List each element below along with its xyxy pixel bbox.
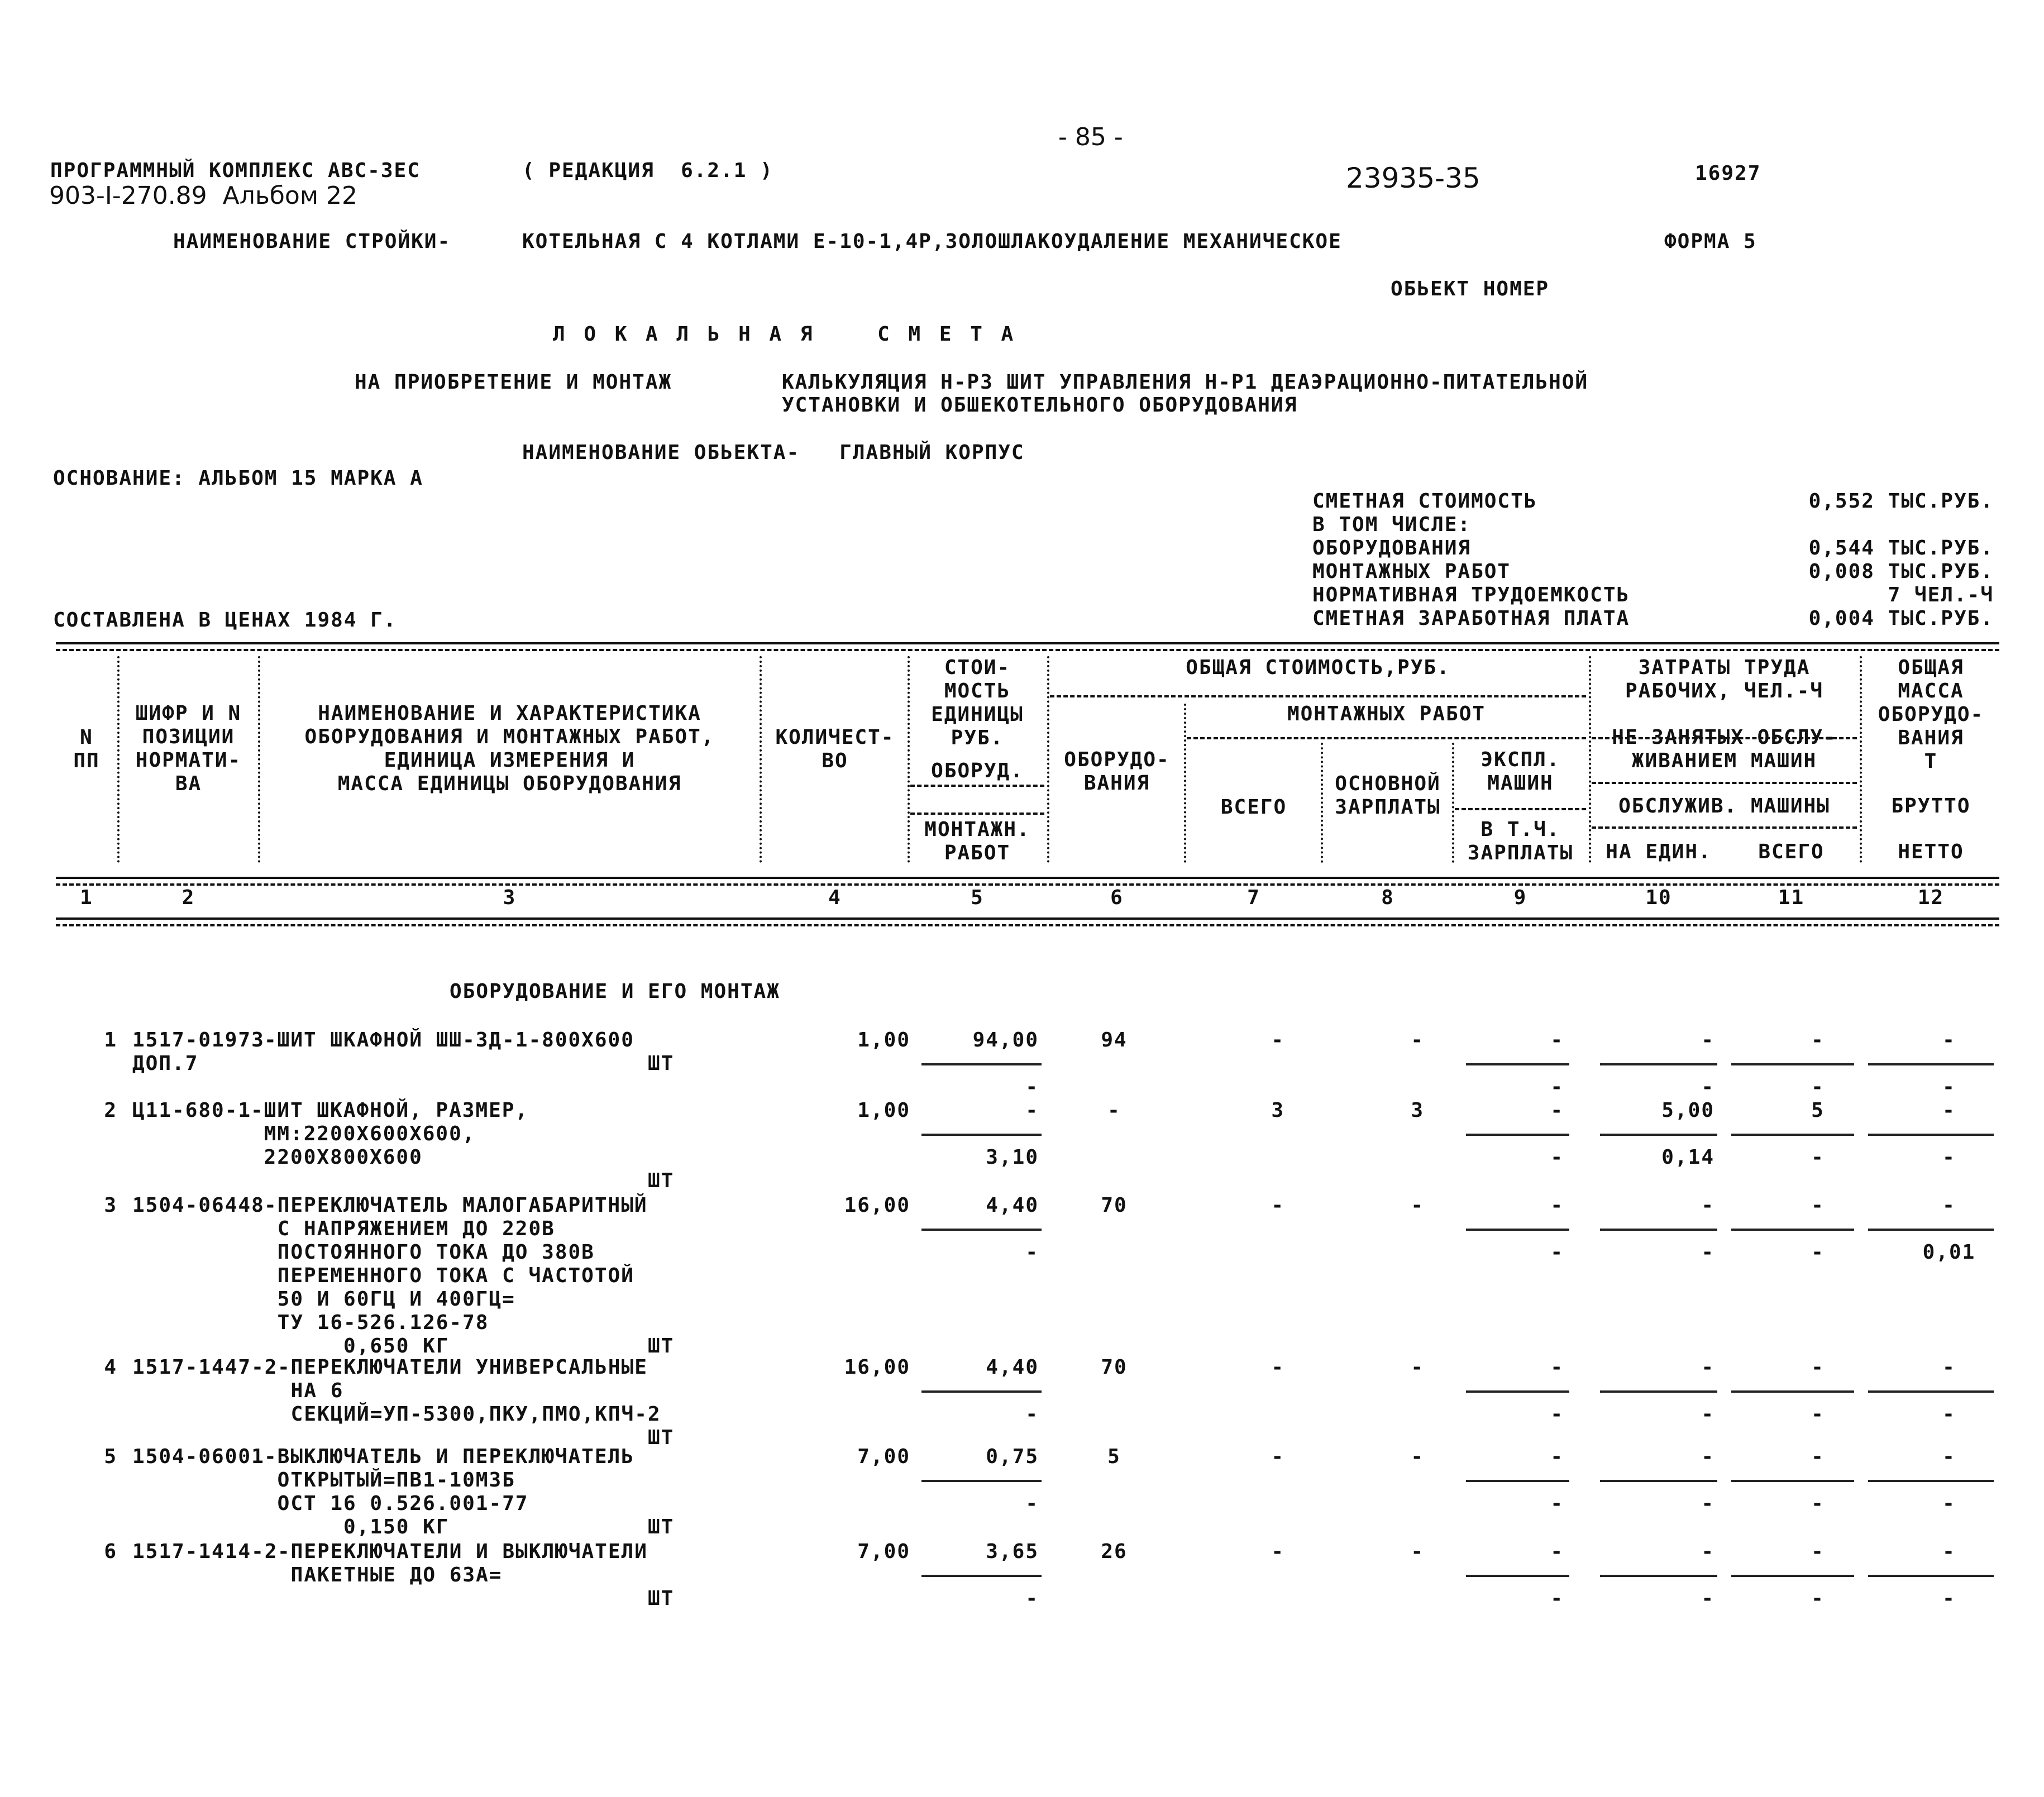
cell-u_equip: 4,40 <box>986 1356 1039 1379</box>
cell-mach_sal: - <box>1550 1587 1564 1610</box>
col-header-code: ШИФР И N ПОЗИЦИИ НОРМАТИ- ВА <box>135 702 242 795</box>
row-divider <box>1466 1229 1569 1231</box>
summary-label: НОРМАТИВНАЯ ТРУДОЕМКОСТЬ <box>1312 584 1630 606</box>
row-divider <box>1600 1063 1717 1065</box>
edition: ( РЕДАКЦИЯ 6.2.1 ) <box>522 159 773 182</box>
col-number: 5 <box>971 886 984 909</box>
row-divider <box>921 1134 1042 1136</box>
col-number: 11 <box>1778 886 1805 909</box>
purpose-line-2: УСТАНОВКИ И ОБШЕКОТЕЛЬНОГО ОБОРУДОВАНИЯ <box>782 394 1298 417</box>
row-divider <box>1466 1390 1569 1393</box>
summary-label: В ТОМ ЧИСЛЕ: <box>1312 513 1472 536</box>
col-number: 12 <box>1917 886 1945 909</box>
cell-lab_all: - <box>1811 1194 1825 1217</box>
col-header-base-salary: ОСНОВНОЙ ЗАРПЛАТЫ <box>1335 772 1441 819</box>
cell-qty: 7,00 <box>857 1540 910 1563</box>
cell-mach_sal: - <box>1550 1241 1564 1264</box>
cell-brutto: - <box>1942 1029 1956 1052</box>
object-number: ОБЬЕКТ НОМЕР <box>1391 278 1550 300</box>
object-name: НАИМЕНОВАНИЕ ОБЬЕКТА- ГЛАВНЫЙ КОРПУС <box>522 441 1025 464</box>
price-base: СОСТАВЛЕНА В ЦЕНАХ 1984 Г. <box>53 609 397 632</box>
row-number: 2 <box>104 1099 117 1122</box>
row-divider <box>1466 1575 1569 1577</box>
col-header-machine-salary: В Т.Ч. ЗАРПЛАТЫ <box>1467 818 1574 864</box>
cell-lab_all: - <box>1811 1445 1825 1468</box>
cell-u_equip: 94,00 <box>972 1029 1039 1052</box>
cell-total: 3 <box>1271 1099 1284 1122</box>
col-header-total-cost: ОБЩАЯ СТОИМОСТЬ,РУБ. <box>1186 656 1450 679</box>
cell-total: - <box>1271 1540 1284 1563</box>
row-unit: ШТ <box>648 1516 675 1538</box>
cell-lab_all2: - <box>1811 1146 1825 1169</box>
row-divider <box>1731 1229 1854 1231</box>
row-divider <box>921 1229 1042 1231</box>
row-number: 5 <box>104 1445 117 1468</box>
row-divider <box>1868 1480 1994 1482</box>
summary-label: СМЕТНАЯ СТОИМОСТЬ <box>1312 490 1537 513</box>
cell-lab_unit: 5,00 <box>1661 1099 1715 1122</box>
cell-equip: 70 <box>1101 1194 1128 1217</box>
row-code: 1517-1414-2 <box>132 1540 278 1563</box>
basis: ОСНОВАНИЕ: АЛЬБОМ 15 МАРКА А <box>53 467 423 490</box>
row-name: -ПЕРЕКЛЮЧАТЕЛЬ МАЛОГАБАРИТНЫЙ С НАПРЯЖЕНИЕМ ДО 220В ПОСТОЯННОГО ТОКА ДО 380В ПЕРЕМЕННОГО ТОКА С ЧАСТОТОЙ 50 И 60ГЦ И 400ГЦ= ТУ 16-526.126-78 0,650 КГ <box>264 1194 648 1358</box>
row-divider <box>1466 1480 1569 1482</box>
album-reference: 903-I-270.89 Альбом 22 <box>49 181 358 210</box>
row-divider <box>1868 1390 1994 1393</box>
row-divider <box>1600 1480 1717 1482</box>
col-header-qty: КОЛИЧЕСТ- ВО <box>775 726 895 772</box>
col-number: 2 <box>182 886 195 909</box>
row-code: 1504-06448 <box>132 1194 265 1217</box>
cell-u_mont: - <box>1025 1076 1039 1098</box>
col-header-labor-sub: НЕ ЗАНЯТЫХ ОБСЛУ- ЖИВАНИЕМ МАШИН <box>1612 726 1837 772</box>
cell-base: - <box>1411 1445 1424 1468</box>
cell-netto: - <box>1942 1146 1956 1169</box>
summary-value: 7 ЧЕЛ.-Ч <box>1888 584 1994 606</box>
row-number: 3 <box>104 1194 117 1217</box>
col-number: 3 <box>503 886 517 909</box>
cell-u_mont: 3,10 <box>986 1146 1039 1169</box>
cell-mach_sal: - <box>1550 1403 1564 1426</box>
cell-mach: - <box>1550 1194 1564 1217</box>
cell-lab_unit: - <box>1701 1540 1715 1563</box>
cell-total: - <box>1271 1445 1284 1468</box>
cell-lab_unit2: - <box>1701 1241 1715 1264</box>
row-divider <box>1868 1229 1994 1231</box>
col-header-per-unit: НА ЕДИН. <box>1606 840 1712 863</box>
cell-mach: - <box>1550 1356 1564 1379</box>
cell-lab_unit2: - <box>1701 1076 1715 1098</box>
cell-total: - <box>1271 1029 1284 1052</box>
row-unit: ШТ <box>648 1169 675 1192</box>
row-divider <box>1868 1063 1994 1065</box>
cell-lab_all2: - <box>1811 1241 1825 1264</box>
row-divider <box>1731 1480 1854 1482</box>
row-unit: ШТ <box>648 1335 675 1358</box>
cell-u_equip: 4,40 <box>986 1194 1039 1217</box>
cell-equip: 94 <box>1101 1029 1128 1052</box>
cell-lab_unit2: - <box>1701 1403 1715 1426</box>
cell-mach_sal: - <box>1550 1146 1564 1169</box>
col-header-total: ВСЕГО <box>1220 796 1287 819</box>
col-header-all: ВСЕГО <box>1758 840 1825 863</box>
row-code: 1517-1447-2 <box>132 1356 278 1379</box>
cell-brutto: - <box>1942 1194 1956 1217</box>
col-header-name: НАИМЕНОВАНИЕ И ХАРАКТЕРИСТИКА ОБОРУДОВАНИЯ И МОНТАЖНЫХ РАБОТ, ЕДИНИЦА ИЗМЕРЕНИЯ И МАССА ЕДИНИЦЫ ОБОРУДОВАНИЯ <box>304 702 715 795</box>
cell-u_mont: - <box>1025 1492 1039 1515</box>
row-name: -ПЕРЕКЛЮЧАТЕЛИ И ВЫКЛЮЧАТЕЛИ ПАКЕТНЫЕ ДО 63А= <box>278 1540 648 1586</box>
col-header-machines: ЭКСПЛ. МАШИН <box>1481 748 1560 795</box>
cell-equip: - <box>1107 1099 1121 1122</box>
cell-u_mont: - <box>1025 1403 1039 1426</box>
stamp-code: 23935-35 <box>1346 162 1481 194</box>
summary-label: СМЕТНАЯ ЗАРАБОТНАЯ ПЛАТА <box>1312 607 1630 630</box>
col-header-mass: ОБЩАЯ МАССА ОБОРУДО- ВАНИЯ Т <box>1878 656 1984 773</box>
col-number: 1 <box>80 886 93 909</box>
cell-lab_unit: - <box>1701 1194 1715 1217</box>
row-divider <box>1466 1063 1569 1065</box>
row-divider <box>1868 1575 1994 1577</box>
row-name: -ШИТ ШКАФНОЙ, РАЗМЕР, ММ:2200Х600Х600, 2200Х800Х600 <box>251 1099 529 1169</box>
cell-lab_unit2: - <box>1701 1587 1715 1610</box>
cell-brutto: - <box>1942 1099 1956 1122</box>
col-header-mounting: МОНТАЖНЫХ РАБОТ <box>1287 702 1486 725</box>
row-divider <box>1868 1134 1994 1136</box>
cell-netto: 0,01 <box>1922 1241 1976 1264</box>
col-number: 4 <box>828 886 842 909</box>
row-divider <box>1600 1229 1717 1231</box>
cell-qty: 16,00 <box>844 1194 910 1217</box>
row-code-suffix: ДОП.7 <box>132 1052 199 1075</box>
row-unit: ШТ <box>648 1426 675 1449</box>
row-divider <box>921 1063 1042 1065</box>
cell-u_equip: 3,65 <box>986 1540 1039 1563</box>
col-header-unit-mont: МОНТАЖН. РАБОТ <box>924 818 1030 864</box>
cell-mach: - <box>1550 1540 1564 1563</box>
form-label: ФОРМА 5 <box>1664 230 1757 253</box>
col-header-netto: НЕТТО <box>1898 840 1964 863</box>
cell-lab_unit2: 0,14 <box>1661 1146 1715 1169</box>
col-number: 9 <box>1513 886 1527 909</box>
cell-netto: - <box>1942 1587 1956 1610</box>
col-number: 7 <box>1247 886 1260 909</box>
cell-mach_sal: - <box>1550 1076 1564 1098</box>
cell-qty: 16,00 <box>844 1356 910 1379</box>
cell-u_equip: 0,75 <box>986 1445 1039 1468</box>
section-title: ОБОРУДОВАНИЕ И ЕГО МОНТАЖ <box>450 980 780 1003</box>
cell-lab_all: - <box>1811 1356 1825 1379</box>
cell-base: - <box>1411 1356 1424 1379</box>
construction-label: НАИМЕНОВАНИЕ СТРОЙКИ- <box>173 230 451 253</box>
cell-equip: 70 <box>1101 1356 1128 1379</box>
doc-number: 16927 <box>1695 162 1761 185</box>
cell-mach: - <box>1550 1029 1564 1052</box>
construction-name: КОТЕЛЬНАЯ С 4 КОТЛАМИ Е-10-1,4Р,ЗОЛОШЛАКОУДАЛЕНИЕ МЕХАНИЧЕСКОЕ <box>522 230 1342 253</box>
col-number: 6 <box>1110 886 1124 909</box>
cell-netto: - <box>1942 1492 1956 1515</box>
purpose-label: НА ПРИОБРЕТЕНИЕ И МОНТАЖ <box>355 371 672 394</box>
row-divider <box>921 1480 1042 1482</box>
cell-lab_unit2: - <box>1701 1492 1715 1515</box>
cell-lab_all2: - <box>1811 1492 1825 1515</box>
row-code: 1517-01973 <box>132 1029 265 1052</box>
cell-brutto: - <box>1942 1356 1956 1379</box>
col-header-labor: ЗАТРАТЫ ТРУДА РАБОЧИХ, ЧЕЛ.-Ч <box>1625 656 1824 702</box>
row-divider <box>1466 1134 1569 1136</box>
document-title: Л О К А Л Ь Н А Я С М Е Т А <box>553 323 1017 346</box>
cell-lab_all: 5 <box>1811 1099 1825 1122</box>
row-divider <box>921 1390 1042 1393</box>
summary-label: МОНТАЖНЫХ РАБОТ <box>1312 560 1511 583</box>
cell-base: - <box>1411 1029 1424 1052</box>
row-divider <box>921 1575 1042 1577</box>
cell-base: - <box>1411 1194 1424 1217</box>
cell-mach_sal: - <box>1550 1492 1564 1515</box>
summary-value: 0,004 ТЫС.РУБ. <box>1808 607 1994 630</box>
cell-u_mont: - <box>1025 1587 1039 1610</box>
cell-netto: - <box>1942 1403 1956 1426</box>
row-divider <box>1600 1575 1717 1577</box>
row-unit: ШТ <box>648 1587 675 1610</box>
cell-brutto: - <box>1942 1540 1956 1563</box>
col-number: 8 <box>1381 886 1394 909</box>
purpose-line-1: КАЛЬКУЛЯЦИЯ Н-Р3 ШИТ УПРАВЛЕНИЯ Н-Р1 ДЕАЭРАЦИОННО-ПИТАТЕЛЬНОЙ <box>782 371 1589 394</box>
col-header-equipment: ОБОРУДО- ВАНИЯ <box>1064 748 1170 795</box>
cell-lab_unit: - <box>1701 1029 1715 1052</box>
program-name: ПРОГРАММНЫЙ КОМПЛЕКС АВС-ЗЕС <box>50 159 421 182</box>
cell-u_equip: - <box>1025 1099 1039 1122</box>
row-unit: ШТ <box>648 1052 675 1075</box>
col-number: 10 <box>1645 886 1672 909</box>
col-header-brutto: БРУТТО <box>1891 795 1971 818</box>
row-number: 6 <box>104 1540 117 1563</box>
cell-lab_all2: - <box>1811 1403 1825 1426</box>
row-divider <box>1731 1575 1854 1577</box>
row-name: -ПЕРЕКЛЮЧАТЕЛИ УНИВЕРСАЛЬНЫЕ НА 6 СЕКЦИЙ=УП-5300,ПКУ,ПМО,КПЧ-2 <box>278 1356 661 1426</box>
col-header-n: N ПП <box>73 726 100 772</box>
cell-mach: - <box>1550 1445 1564 1468</box>
summary-value: 0,552 ТЫС.РУБ. <box>1808 490 1994 513</box>
col-header-unit-cost: СТОИ- МОСТЬ ЕДИНИЦЫ РУБ. <box>931 656 1024 749</box>
cell-lab_all2: - <box>1811 1076 1825 1098</box>
page-number: - 85 - <box>1058 123 1123 151</box>
cell-lab_all: - <box>1811 1540 1825 1563</box>
cell-lab_unit: - <box>1701 1356 1715 1379</box>
row-code: 1504-06001 <box>132 1445 265 1468</box>
cell-lab_unit: - <box>1701 1445 1715 1468</box>
col-header-labor-machines: ОБСЛУЖИВ. МАШИНЫ <box>1618 795 1830 818</box>
cell-lab_all: - <box>1811 1029 1825 1052</box>
cell-qty: 7,00 <box>857 1445 910 1468</box>
col-header-unit-equip: ОБОРУД. <box>931 759 1024 782</box>
cell-equip: 26 <box>1101 1540 1128 1563</box>
row-name: -ШИТ ШКАФНОЙ ШШ-3Д-1-800Х600 <box>264 1029 634 1052</box>
cell-lab_all2: - <box>1811 1587 1825 1610</box>
row-name: -ВЫКЛЮЧАТЕЛЬ И ПЕРЕКЛЮЧАТЕЛЬ ОТКРЫТЫЙ=ПВ1-10М3Б ОСТ 16 0.526.001-77 0,150 КГ <box>264 1445 634 1538</box>
summary-value: 0,544 ТЫС.РУБ. <box>1808 537 1994 560</box>
cell-base: 3 <box>1411 1099 1424 1122</box>
row-number: 1 <box>104 1029 117 1052</box>
row-divider <box>1600 1390 1717 1393</box>
cell-total: - <box>1271 1194 1284 1217</box>
row-code: Ц11-680-1 <box>132 1099 252 1122</box>
cell-qty: 1,00 <box>857 1099 910 1122</box>
cell-netto: - <box>1942 1076 1956 1098</box>
cell-equip: 5 <box>1107 1445 1121 1468</box>
row-number: 4 <box>104 1356 117 1379</box>
cell-qty: 1,00 <box>857 1029 910 1052</box>
summary-value: 0,008 ТЫС.РУБ. <box>1808 560 1994 583</box>
row-divider <box>1731 1134 1854 1136</box>
cell-mach: - <box>1550 1099 1564 1122</box>
summary-label: ОБОРУДОВАНИЯ <box>1312 537 1472 560</box>
row-divider <box>1731 1390 1854 1393</box>
cell-u_mont: - <box>1025 1241 1039 1264</box>
cell-base: - <box>1411 1540 1424 1563</box>
row-divider <box>1600 1134 1717 1136</box>
cell-brutto: - <box>1942 1445 1956 1468</box>
cell-total: - <box>1271 1356 1284 1379</box>
row-divider <box>1731 1063 1854 1065</box>
